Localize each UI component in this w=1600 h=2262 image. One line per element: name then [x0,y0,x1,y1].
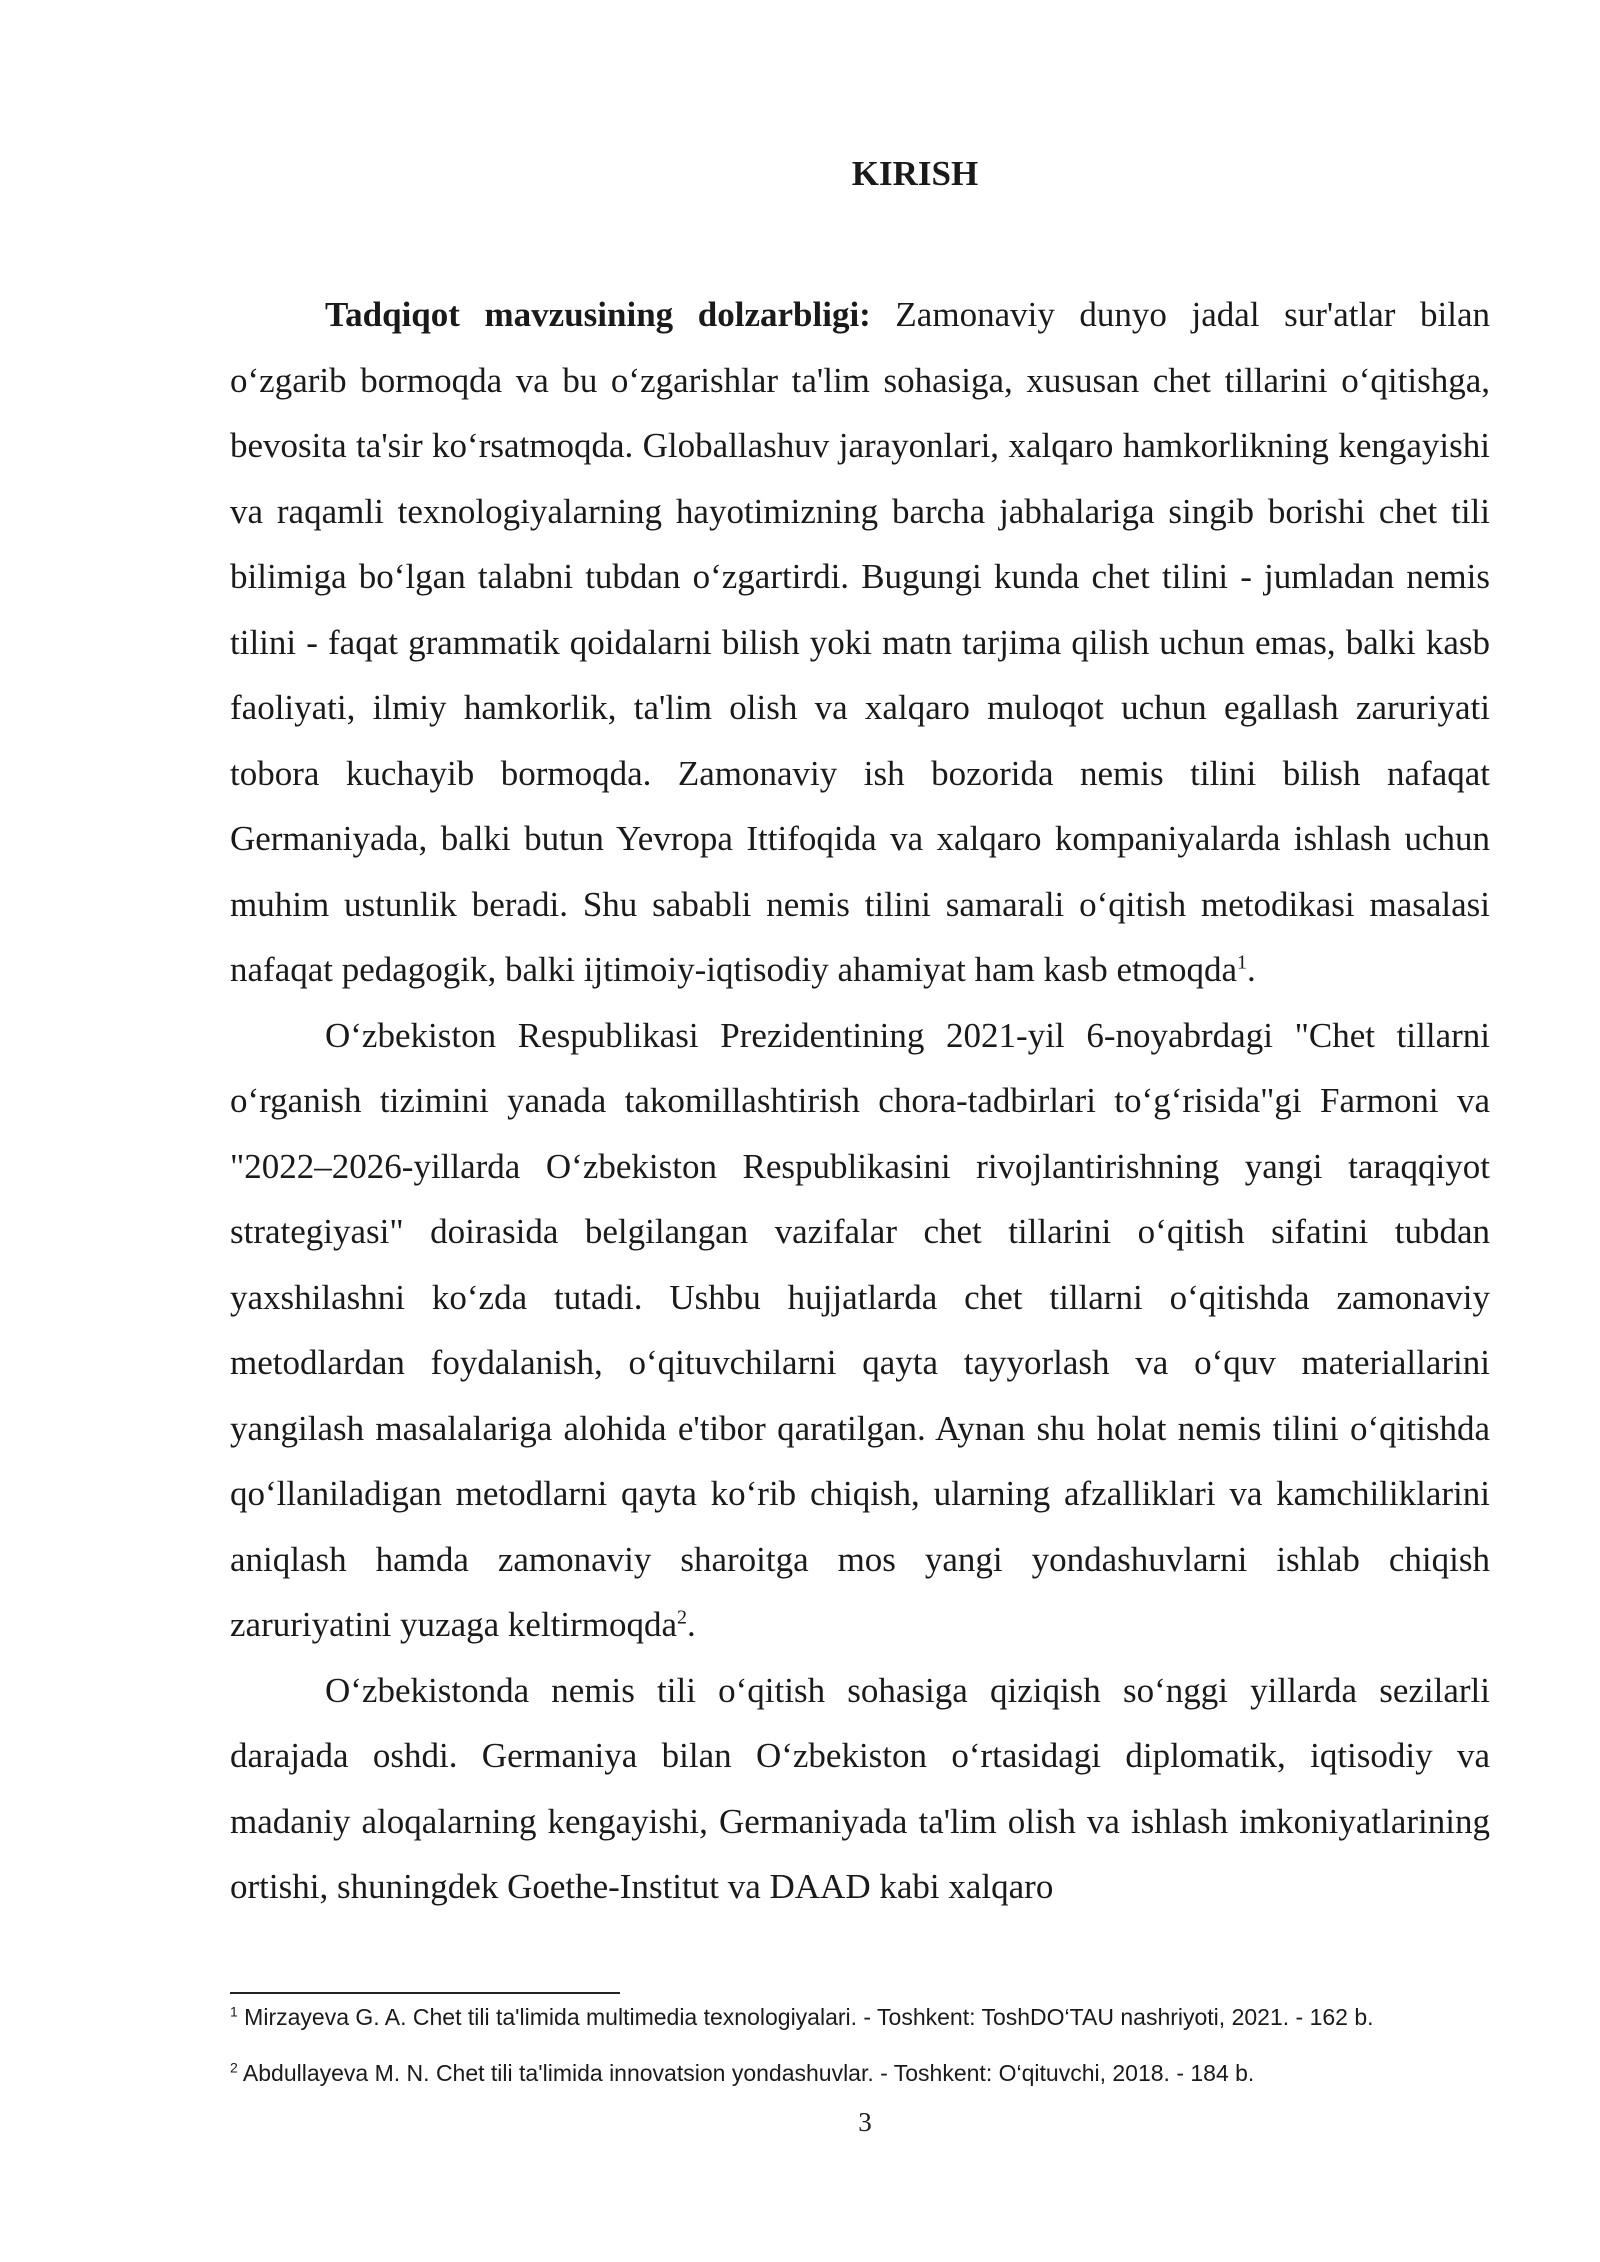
footnote-2 [230,2058,1530,2088]
paragraph-text: Zamonaviy dunyo jadal sur'atlar bilan o‘zgarib bormoqda va bu o‘zgarishlar ta'lim sohasiga, xususan chet tillarini o‘qitishga, bevosita ta'sir ko‘rsatmoqda. Globallashuv jarayonlari, xalqaro hamkorlikning kengayishi va raqamli texnologiyalarning hayotimizning barcha jabhalariga singib borishi chet tili bilimiga bo‘lgan talabni tubdan o‘zgartirdi. Bugungi kunda chet tilini - jumladan nemis tilini - faqat grammatik qoidalarni bilish yoki matn tarjima qilish uchun emas, balki kasb faoliyati, ilmiy hamkorlik, ta'lim olish va xalqaro muloqot uchun egallash zaruriyati tobora kuchayib bormoqda. Zamonaviy ish bozorida nemis tilini bilish nafaqat Germaniyada, balki butun Yevropa Ittifoqida va xalqaro kompaniyalarda ishlash uchun muhim ustunlik beradi. Shu sababli nemis tilini samarali o‘qitish metodikasi masalasi nafaqat pedagogik, balki ijtimoiy-iqtisodiy ahamiyat ham kasb etmoqda [230,295,1490,989]
footnote-ref-1[interactable]: 1 [1237,951,1247,974]
paragraph-end: . [1247,950,1256,989]
footnote-1 [230,2002,1530,2032]
footnote-text: Abdullayeva M. N. Chet tili ta'limida innovatsion yondashuvlar. - Toshkent: O‘qituvchi, 2018. - 184 b. [237,2060,1255,2086]
footnote-ref-2[interactable]: 2 [677,1606,688,1629]
paragraph-text: O‘zbekiston Respublikasi Prezidentining 2021-yil 6-noyabrdagi "Chet tillarni o‘rganish tizimini yanada takomillashtirish chora-tadbirlari to‘g‘risida"gi Farmoni va "2022–2026-yillarda O‘zbekiston Respublikasini rivojlantirishning yangi taraqqiyot strategiyasi" doirasida belgilangan vazifalar chet tillarini o‘qitish sifatini tubdan yaxshilashni ko‘zda tutadi. Ushbu hujjatlarda chet tillarni o‘qitishda zamonaviy metodlardan foydalanish, o‘qituvchilarni qayta tayyorlash va o‘quv materiallarini yangilash masalalariga alohida e'tibor qaratilgan. Aynan shu holat nemis tilini o‘qitishda qo‘llaniladigan metodlarni qayta ko‘rib chiqish, ularning afzalliklari va kamchiliklarini aniqlash hamda zamonaviy sharoitga mos yangi yondashuvlarni ishlab chiqish zaruriyatini yuzaga keltirmoqda [230,1015,1490,1644]
section-title: KIRISH [851,154,979,193]
paragraph-lead: Tadqiqot mavzusining dolzarbligi: [325,295,871,334]
page-number: 3 [858,2107,872,2137]
footnote-number: 2 [230,2059,238,2076]
footnote-separator [230,1992,620,1994]
paragraph-end: . [687,1605,696,1644]
body-text [230,282,1490,1920]
paragraph-text: O‘zbekistonda nemis tili o‘qitish sohasiga qiziqish so‘nggi yillarda sezilarli darajada oshdi. Germaniya bilan O‘zbekiston o‘rtasidagi diplomatik, iqtisodiy va madaniy aloqalarning kengayishi, Germaniyada ta'lim olish va ishlash imkoniyatlarining ortishi, shuningdek Goethe-Institut va DAAD kabi xalqaro [230,1670,1490,1906]
paragraph-interest [230,1658,1490,1920]
paragraph-decree [230,1003,1490,1658]
paragraph-relevance [230,282,1490,1003]
footnote-number: 1 [230,2003,238,2020]
footnote-text: Mirzayeva G. A. Chet tili ta'limida multimedia texnologiyalari. - Toshkent: ToshDO‘TAU nashriyoti, 2021. - 162 b. [237,2004,1374,2030]
footnotes [230,2002,1530,2114]
